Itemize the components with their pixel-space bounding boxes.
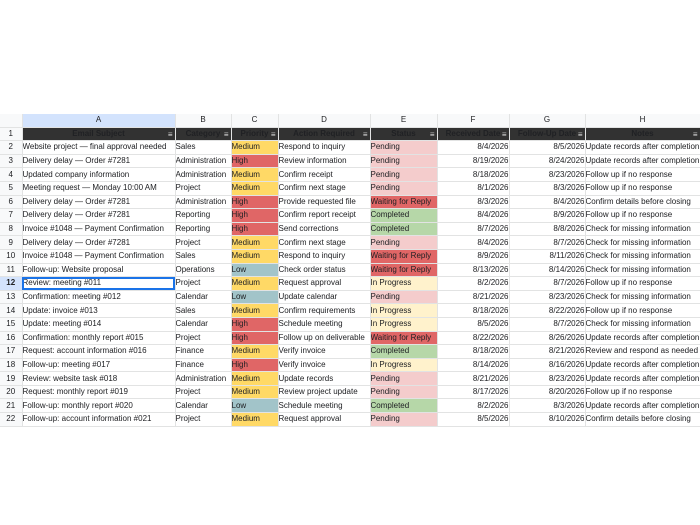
cell-priority[interactable]: Medium — [231, 304, 278, 318]
table-row — [0, 209, 700, 223]
row-number[interactable]: 13 — [0, 290, 22, 304]
cell-category[interactable]: Reporting — [175, 209, 231, 223]
cell-action-required[interactable]: Verify invoice — [278, 345, 370, 359]
cell-action-required[interactable]: Request approval — [278, 413, 370, 427]
header-label: Priority — [240, 128, 269, 138]
cell-received-date[interactable]: 8/5/2026 — [437, 317, 509, 331]
table-row — [0, 345, 700, 359]
cell-action-required[interactable]: Follow up on deliverable — [278, 331, 370, 345]
cell-follow-up-date[interactable]: 8/7/2026 — [509, 317, 585, 331]
filter-icon[interactable]: ≡ — [223, 129, 229, 139]
cell-notes[interactable]: Update records after completion — [585, 399, 700, 413]
cell-status[interactable]: Pending — [370, 168, 437, 182]
cell-category[interactable]: Sales — [175, 141, 231, 155]
cell-priority[interactable]: Medium — [231, 141, 278, 155]
cell-received-date[interactable]: 8/3/2026 — [437, 195, 509, 209]
cell-status[interactable]: Pending — [370, 385, 437, 399]
cell-priority[interactable]: High — [231, 195, 278, 209]
cell-priority[interactable]: High — [231, 222, 278, 236]
cell-notes[interactable]: Follow up if no response — [585, 209, 700, 223]
cell-status[interactable]: Pending — [370, 236, 437, 250]
row-number[interactable]: 11 — [0, 263, 22, 277]
cell-follow-up-date[interactable]: 8/23/2026 — [509, 290, 585, 304]
table-row — [0, 385, 700, 399]
cell-category[interactable]: Sales — [175, 304, 231, 318]
cell-email-subject[interactable]: Request: monthly report #019 — [22, 385, 175, 399]
cell-category[interactable]: Project — [175, 331, 231, 345]
row-number[interactable]: 10 — [0, 249, 22, 263]
table-row — [0, 399, 700, 413]
cell-action-required[interactable]: Confirm requirements — [278, 304, 370, 318]
cell-category[interactable]: Calendar — [175, 317, 231, 331]
cell-email-subject[interactable]: Confirmation: monthly report #015 — [22, 331, 175, 345]
cell-follow-up-date[interactable]: 8/24/2026 — [509, 154, 585, 168]
cell-follow-up-date[interactable]: 8/4/2026 — [509, 195, 585, 209]
header-received-date[interactable] — [437, 127, 509, 141]
cell-follow-up-date[interactable]: 8/5/2026 — [509, 141, 585, 155]
header-label: Status — [391, 128, 416, 138]
cell-category[interactable]: Administration — [175, 168, 231, 182]
row-number[interactable]: 20 — [0, 385, 22, 399]
cell-priority[interactable]: Low — [231, 290, 278, 304]
filter-icon[interactable]: ≡ — [362, 129, 368, 139]
header-label: Email Subject — [72, 128, 125, 138]
cell-category[interactable]: Project — [175, 236, 231, 250]
column-header-b[interactable]: B — [175, 114, 231, 127]
cell-email-subject[interactable]: Confirmation: meeting #012 — [22, 290, 175, 304]
cell-status[interactable]: Pending — [370, 141, 437, 155]
cell-action-required[interactable]: Respond to inquiry — [278, 141, 370, 155]
cell-action-required[interactable]: Update records — [278, 372, 370, 386]
cell-email-subject[interactable]: Delivery delay — Order #7281 — [22, 195, 175, 209]
cell-notes[interactable]: Update records after completion — [585, 331, 700, 345]
cell-priority[interactable]: High — [231, 209, 278, 223]
cell-action-required[interactable]: Confirm next stage — [278, 236, 370, 250]
cell-received-date[interactable]: 8/7/2026 — [437, 222, 509, 236]
cell-email-subject[interactable]: Delivery delay — Order #7281 — [22, 209, 175, 223]
cell-action-required[interactable]: Review information — [278, 154, 370, 168]
cell-category[interactable]: Project — [175, 385, 231, 399]
cell-follow-up-date[interactable]: 8/7/2026 — [509, 277, 585, 291]
column-header-g[interactable]: G — [509, 114, 585, 127]
cell-email-subject[interactable]: Invoice #1048 — Payment Confirmation — [22, 249, 175, 263]
filter-icon[interactable]: ≡ — [501, 129, 507, 139]
table-row — [0, 263, 700, 277]
row-number[interactable]: 21 — [0, 399, 22, 413]
cell-received-date[interactable]: 8/4/2026 — [437, 141, 509, 155]
cell-email-subject[interactable]: Review: meeting #011 — [22, 277, 175, 291]
cell-priority[interactable]: Medium — [231, 372, 278, 386]
cell-received-date[interactable]: 8/18/2026 — [437, 304, 509, 318]
cell-action-required[interactable]: Respond to inquiry — [278, 249, 370, 263]
table-row — [0, 331, 700, 345]
cell-priority[interactable]: Medium — [231, 236, 278, 250]
row-number[interactable]: 22 — [0, 413, 22, 427]
row-number[interactable]: 15 — [0, 317, 22, 331]
cell-email-subject[interactable]: Update: meeting #014 — [22, 317, 175, 331]
cell-status[interactable]: In Progress — [370, 317, 437, 331]
row-number[interactable]: 18 — [0, 358, 22, 372]
cell-action-required[interactable]: Provide requested file — [278, 195, 370, 209]
cell-action-required[interactable]: Confirm next stage — [278, 181, 370, 195]
cell-status[interactable]: Waiting for Reply — [370, 263, 437, 277]
cell-notes[interactable]: Check for missing information — [585, 236, 700, 250]
row-number[interactable]: 12 — [0, 277, 22, 291]
cell-notes[interactable]: Check for missing information — [585, 263, 700, 277]
column-header-h[interactable]: H — [585, 114, 700, 127]
cell-notes[interactable]: Check for missing information — [585, 290, 700, 304]
column-header-c[interactable]: C — [231, 114, 278, 127]
table-row — [0, 317, 700, 331]
cell-status[interactable]: In Progress — [370, 358, 437, 372]
cell-priority[interactable]: Low — [231, 399, 278, 413]
cell-category[interactable]: Administration — [175, 195, 231, 209]
row-number[interactable]: 7 — [0, 209, 22, 223]
table-row — [0, 195, 700, 209]
cell-follow-up-date[interactable]: 8/14/2026 — [509, 263, 585, 277]
row-number[interactable]: 19 — [0, 372, 22, 386]
header-label: Category — [185, 128, 221, 138]
row-number[interactable]: 4 — [0, 168, 22, 182]
cell-priority[interactable]: Medium — [231, 181, 278, 195]
cell-status[interactable]: Pending — [370, 181, 437, 195]
cell-status[interactable]: Completed — [370, 399, 437, 413]
filter-icon[interactable]: ≡ — [577, 129, 583, 139]
cell-priority[interactable]: Medium — [231, 168, 278, 182]
table-row — [0, 413, 700, 427]
cell-notes[interactable]: Update records after completion — [585, 141, 700, 155]
table-row — [0, 236, 700, 250]
filter-icon[interactable]: ≡ — [429, 129, 435, 139]
cell-received-date[interactable]: 8/9/2026 — [437, 249, 509, 263]
cell-notes[interactable]: Follow up if no response — [585, 277, 700, 291]
cell-action-required[interactable]: Confirm report receipt — [278, 209, 370, 223]
cell-received-date[interactable]: 8/14/2026 — [437, 358, 509, 372]
table-row — [0, 358, 700, 372]
cell-priority[interactable]: Medium — [231, 413, 278, 427]
cell-status[interactable]: Completed — [370, 222, 437, 236]
header-priority[interactable] — [231, 127, 278, 141]
cell-email-subject[interactable]: Follow-up: meeting #017 — [22, 358, 175, 372]
cell-category[interactable]: Calendar — [175, 290, 231, 304]
header-label: Follow-Up Date — [517, 128, 577, 138]
cell-status[interactable]: In Progress — [370, 304, 437, 318]
cell-notes[interactable]: Update records after completion — [585, 372, 700, 386]
cell-received-date[interactable]: 8/4/2026 — [437, 236, 509, 250]
table-header-row — [0, 127, 700, 141]
cell-priority[interactable]: Low — [231, 263, 278, 277]
cell-email-subject[interactable]: Follow-up: monthly report #020 — [22, 399, 175, 413]
table-row — [0, 168, 700, 182]
table-row — [0, 372, 700, 386]
cell-email-subject[interactable]: Delivery delay — Order #7281 — [22, 154, 175, 168]
cell-priority[interactable]: High — [231, 154, 278, 168]
cell-notes[interactable]: Check for missing information — [585, 317, 700, 331]
cell-notes[interactable]: Follow up if no response — [585, 168, 700, 182]
cell-status[interactable]: In Progress — [370, 277, 437, 291]
cell-status[interactable]: Pending — [370, 154, 437, 168]
header-label: Notes — [631, 128, 654, 138]
cell-category[interactable]: Finance — [175, 358, 231, 372]
cell-follow-up-date[interactable]: 8/8/2026 — [509, 222, 585, 236]
column-header-row — [0, 114, 700, 127]
cell-received-date[interactable]: 8/22/2026 — [437, 331, 509, 345]
row-number[interactable]: 5 — [0, 181, 22, 195]
table-row — [0, 249, 700, 263]
table-row — [0, 277, 700, 291]
column-header-a[interactable]: A — [22, 114, 175, 127]
cell-received-date[interactable]: 8/2/2026 — [437, 399, 509, 413]
cell-action-required[interactable]: Send corrections — [278, 222, 370, 236]
cell-follow-up-date[interactable]: 8/20/2026 — [509, 385, 585, 399]
cell-priority[interactable]: Medium — [231, 385, 278, 399]
cell-received-date[interactable]: 8/17/2026 — [437, 385, 509, 399]
cell-priority[interactable]: High — [231, 317, 278, 331]
cell-follow-up-date[interactable]: 8/3/2026 — [509, 399, 585, 413]
cell-priority[interactable]: Medium — [231, 249, 278, 263]
cell-received-date[interactable]: 8/19/2026 — [437, 154, 509, 168]
cell-received-date[interactable]: 8/4/2026 — [437, 209, 509, 223]
column-header-e[interactable]: E — [370, 114, 437, 127]
row-number[interactable]: 8 — [0, 222, 22, 236]
cell-category[interactable]: Administration — [175, 372, 231, 386]
cell-email-subject[interactable]: Follow-up: account information #021 — [22, 413, 175, 427]
spreadsheet-grid[interactable] — [0, 114, 700, 427]
row-number[interactable]: 14 — [0, 304, 22, 318]
row-number[interactable]: 17 — [0, 345, 22, 359]
cell-email-subject[interactable]: Updated company information — [22, 168, 175, 182]
cell-category[interactable]: Project — [175, 277, 231, 291]
cell-status[interactable]: Waiting for Reply — [370, 331, 437, 345]
cell-action-required[interactable]: Update calendar — [278, 290, 370, 304]
cell-notes[interactable]: Confirm details before closing — [585, 195, 700, 209]
cell-status[interactable]: Completed — [370, 209, 437, 223]
cell-category[interactable]: Finance — [175, 345, 231, 359]
table-row — [0, 290, 700, 304]
cell-category[interactable]: Sales — [175, 249, 231, 263]
cell-received-date[interactable]: 8/18/2026 — [437, 345, 509, 359]
cell-email-subject[interactable]: Update: invoice #013 — [22, 304, 175, 318]
header-email-subject[interactable] — [22, 127, 175, 141]
cell-status[interactable]: Pending — [370, 372, 437, 386]
cell-action-required[interactable]: Schedule meeting — [278, 317, 370, 331]
row-number[interactable]: 1 — [0, 127, 22, 141]
cell-status[interactable]: Waiting for Reply — [370, 195, 437, 209]
cell-status[interactable]: Completed — [370, 345, 437, 359]
row-number[interactable]: 9 — [0, 236, 22, 250]
cell-follow-up-date[interactable]: 8/9/2026 — [509, 209, 585, 223]
cell-action-required[interactable]: Schedule meeting — [278, 399, 370, 413]
row-number[interactable]: 2 — [0, 141, 22, 155]
table-row — [0, 222, 700, 236]
cell-category[interactable]: Administration — [175, 154, 231, 168]
cell-action-required[interactable]: Check order status — [278, 263, 370, 277]
cell-category[interactable]: Calendar — [175, 399, 231, 413]
cell-priority[interactable]: Medium — [231, 345, 278, 359]
cell-category[interactable]: Project — [175, 413, 231, 427]
cell-received-date[interactable]: 8/2/2026 — [437, 277, 509, 291]
cell-follow-up-date[interactable]: 8/7/2026 — [509, 236, 585, 250]
cell-notes[interactable]: Follow up if no response — [585, 181, 700, 195]
cell-follow-up-date[interactable]: 8/11/2026 — [509, 249, 585, 263]
row-number[interactable]: 16 — [0, 331, 22, 345]
header-status[interactable] — [370, 127, 437, 141]
cell-email-subject[interactable]: Request: account information #016 — [22, 345, 175, 359]
cell-status[interactable]: Waiting for Reply — [370, 249, 437, 263]
cell-priority[interactable]: High — [231, 331, 278, 345]
column-header-f[interactable]: F — [437, 114, 509, 127]
cell-received-date[interactable]: 8/21/2026 — [437, 372, 509, 386]
cell-follow-up-date[interactable]: 8/23/2026 — [509, 168, 585, 182]
cell-received-date[interactable]: 8/13/2026 — [437, 263, 509, 277]
filter-icon[interactable]: ≡ — [167, 129, 173, 139]
cell-follow-up-date[interactable]: 8/22/2026 — [509, 304, 585, 318]
cell-action-required[interactable]: Review project update — [278, 385, 370, 399]
cell-action-required[interactable]: Request approval — [278, 277, 370, 291]
cell-action-required[interactable]: Verify invoice — [278, 358, 370, 372]
header-follow-up-date[interactable] — [509, 127, 585, 141]
cell-follow-up-date[interactable]: 8/21/2026 — [509, 345, 585, 359]
row-number[interactable]: 3 — [0, 154, 22, 168]
header-label: Received Date — [445, 128, 501, 138]
header-notes[interactable] — [585, 127, 700, 141]
cell-notes[interactable]: Review and respond as needed — [585, 345, 700, 359]
cell-email-subject[interactable]: Review: website task #018 — [22, 372, 175, 386]
cell-priority[interactable]: Medium — [231, 277, 278, 291]
header-action-required[interactable] — [278, 127, 370, 141]
filter-icon[interactable]: ≡ — [270, 129, 276, 139]
cell-follow-up-date[interactable]: 8/10/2026 — [509, 413, 585, 427]
cell-email-subject[interactable]: Website project — final approval needed — [22, 141, 175, 155]
cell-notes[interactable]: Update records after completion — [585, 358, 700, 372]
table-row — [0, 304, 700, 318]
cell-email-subject[interactable]: Delivery delay — Order #7281 — [22, 236, 175, 250]
cell-notes[interactable]: Follow up if no response — [585, 304, 700, 318]
cell-category[interactable]: Operations — [175, 263, 231, 277]
cell-email-subject[interactable]: Meeting request — Monday 10:00 AM — [22, 181, 175, 195]
cell-status[interactable]: Pending — [370, 290, 437, 304]
cell-email-subject[interactable]: Invoice #1048 — Payment Confirmation — [22, 222, 175, 236]
cell-notes[interactable]: Follow up if no response — [585, 385, 700, 399]
cell-received-date[interactable]: 8/18/2026 — [437, 168, 509, 182]
table-row — [0, 141, 700, 155]
cell-notes[interactable]: Check for missing information — [585, 249, 700, 263]
cell-follow-up-date[interactable]: 8/3/2026 — [509, 181, 585, 195]
row-number[interactable]: 6 — [0, 195, 22, 209]
header-label: Action Required — [293, 128, 355, 138]
select-all-corner[interactable] — [0, 114, 22, 127]
cell-received-date[interactable]: 8/5/2026 — [437, 413, 509, 427]
filter-icon[interactable]: ≡ — [692, 129, 698, 139]
cell-notes[interactable]: Check for missing information — [585, 222, 700, 236]
header-category[interactable] — [175, 127, 231, 141]
table-row — [0, 154, 700, 168]
cell-follow-up-date[interactable]: 8/23/2026 — [509, 372, 585, 386]
cell-received-date[interactable]: 8/1/2026 — [437, 181, 509, 195]
cell-follow-up-date[interactable]: 8/16/2026 — [509, 358, 585, 372]
column-header-d[interactable]: D — [278, 114, 370, 127]
cell-status[interactable]: Pending — [370, 413, 437, 427]
cell-notes[interactable]: Update records after completion — [585, 154, 700, 168]
cell-category[interactable]: Project — [175, 181, 231, 195]
cell-category[interactable]: Reporting — [175, 222, 231, 236]
cell-priority[interactable]: High — [231, 358, 278, 372]
table-row — [0, 181, 700, 195]
cell-follow-up-date[interactable]: 8/26/2026 — [509, 331, 585, 345]
cell-notes[interactable]: Confirm details before closing — [585, 413, 700, 427]
cell-email-subject[interactable]: Follow-up: Website proposal — [22, 263, 175, 277]
cell-received-date[interactable]: 8/21/2026 — [437, 290, 509, 304]
cell-action-required[interactable]: Confirm receipt — [278, 168, 370, 182]
